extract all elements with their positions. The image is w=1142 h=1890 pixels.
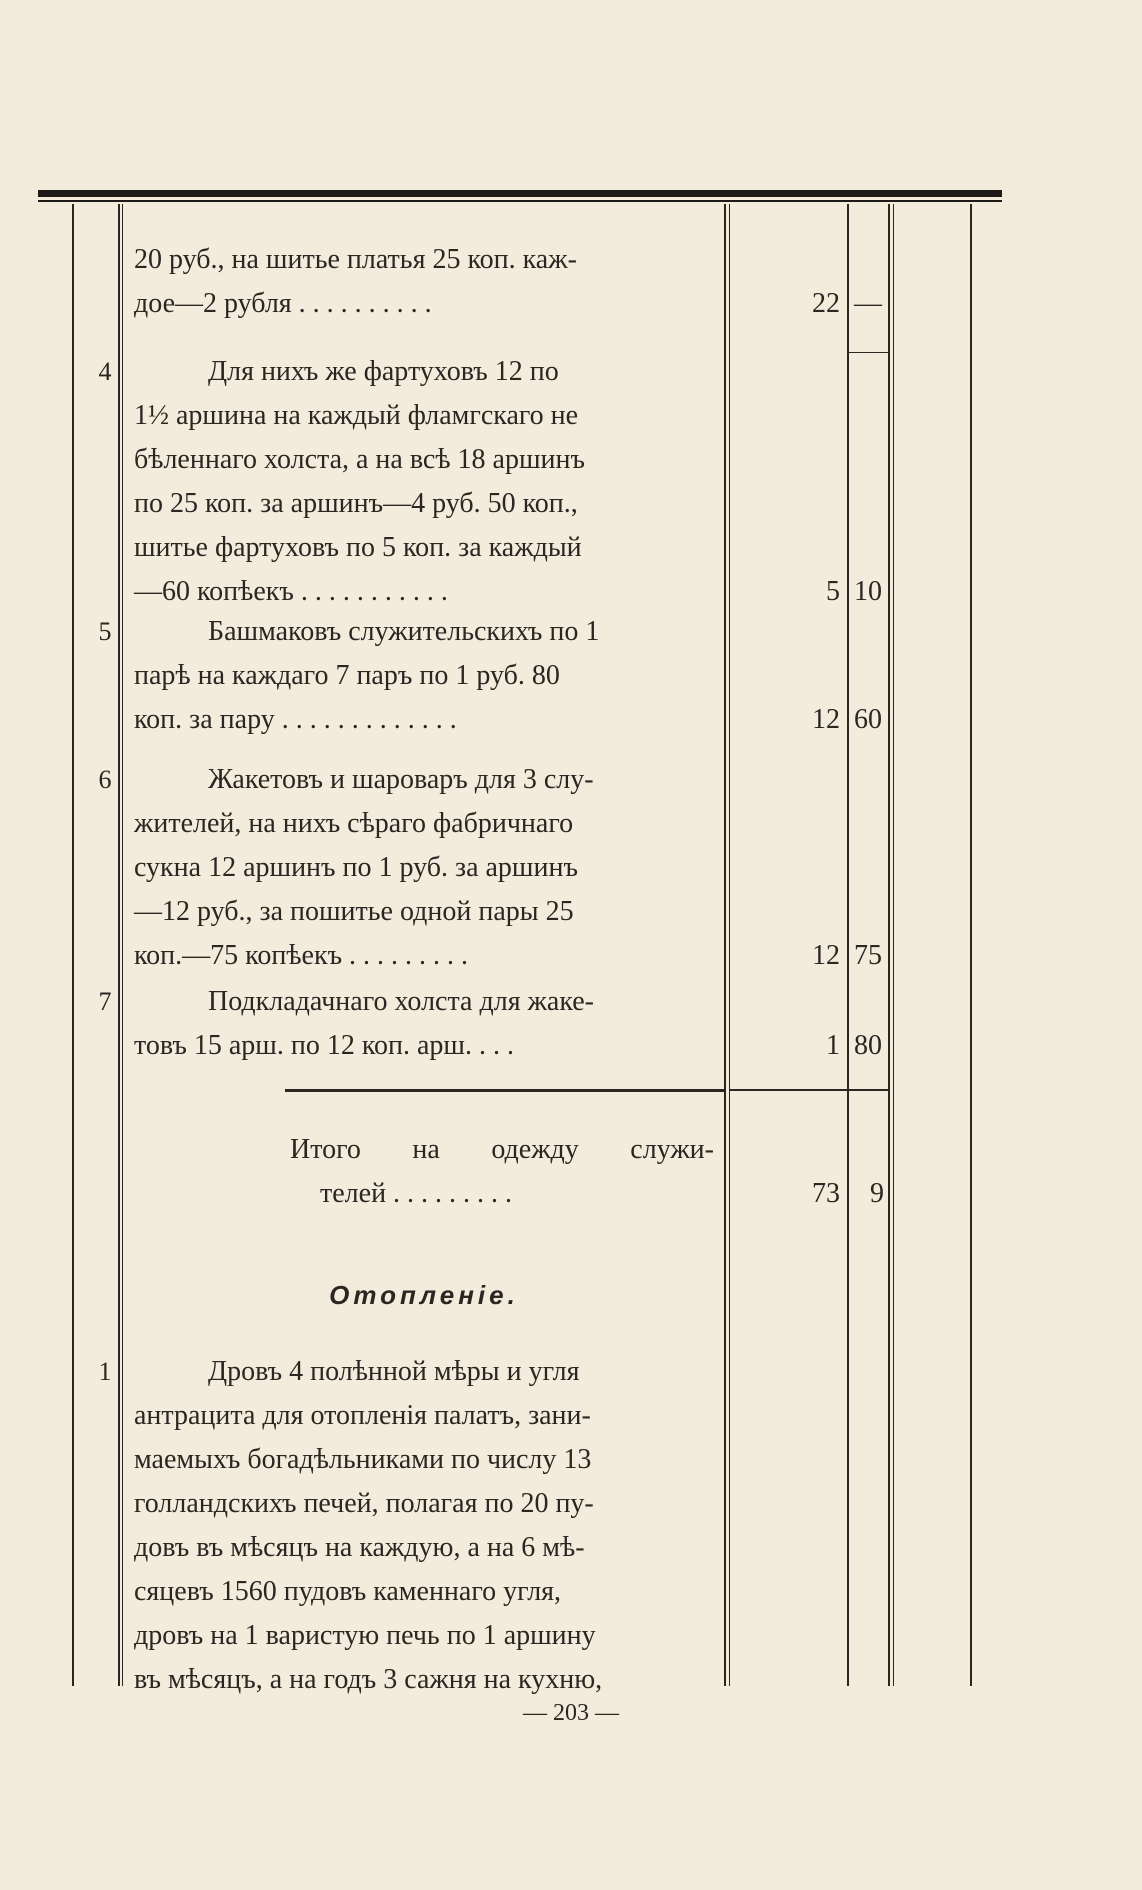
top-rule-thick	[38, 190, 1002, 197]
row-text-line: сукна 12 аршинъ по 1 руб. за аршинъ	[134, 852, 578, 883]
total-rubles: 73	[812, 1178, 840, 1209]
row-text-line: дровъ на 1 варистую печь по 1 аршину	[134, 1620, 596, 1651]
amount-rubles: 1	[826, 1030, 840, 1061]
section-heading: Отопленіе.	[329, 1280, 519, 1310]
row-text-line: шитье фартуховъ по 5 коп. за каждый	[134, 532, 582, 563]
row-text-line: 20 руб., на шитье платья 25 коп. каж-	[134, 244, 577, 275]
row-text	[134, 1350, 714, 1702]
amount-kopecks: 80	[854, 1030, 882, 1061]
row-number: 7	[98, 987, 112, 1016]
row-text-line: антрацита для отопленія палатъ, зани-	[134, 1400, 591, 1431]
row-number: 6	[98, 765, 112, 794]
row-text-line: Подкладачнаго холста для жаке-	[208, 986, 594, 1017]
total-text	[290, 1128, 714, 1216]
row-text-line: маемыхъ богадѣльниками по числу 13	[134, 1444, 592, 1475]
amount-rubles: 5	[826, 576, 840, 607]
total-separator-left	[285, 1089, 724, 1092]
amount-rubles: 12	[812, 704, 840, 735]
row-text-line: бѣленнаго холста, а на всѣ 18 аршинъ	[134, 444, 585, 475]
column-line-left-outer	[72, 204, 74, 1686]
row-text-line: —12 руб., за пошитье одной пары 25	[134, 896, 574, 927]
row-text-line: коп. за пару . . . . . . . . . . . . .	[134, 704, 457, 735]
row-number: 4	[98, 357, 112, 386]
total-kopecks: 9	[870, 1178, 884, 1209]
amount-kopecks: 75	[854, 940, 882, 971]
row-text-line: дое—2 рубля . . . . . . . . . .	[134, 288, 432, 319]
row-text	[134, 610, 714, 742]
row-text	[134, 758, 714, 978]
page-number: — 203 —	[523, 1700, 619, 1726]
separator-kop-1	[848, 352, 888, 353]
row-text-line: жителей, на нихъ сѣраго фабричнаго	[134, 808, 574, 839]
column-line-text-right-b	[729, 204, 730, 1686]
amount-rubles: 12	[812, 940, 840, 971]
row-number: 1	[98, 1357, 112, 1386]
row-text-line: Для нихъ же фартуховъ 12 по	[208, 356, 559, 387]
total-text-line: Итого на одежду служи-	[290, 1134, 714, 1165]
row-text-line: коп.—75 копѣекъ . . . . . . . . .	[134, 940, 469, 971]
top-rule-thin	[38, 200, 1002, 202]
column-line-number	[118, 204, 120, 1686]
amount-kopecks: 60	[854, 704, 882, 735]
row-text-line: голландскихъ печей, полагая по 20 пу-	[134, 1488, 594, 1519]
row-text-line: —60 копѣекъ . . . . . . . . . . .	[134, 576, 448, 607]
row-text-line: по 25 коп. за аршинъ—4 руб. 50 коп.,	[134, 488, 578, 519]
row-text-line: парѣ на каждаго 7 паръ по 1 руб. 80	[134, 660, 560, 691]
row-number: 5	[98, 617, 112, 646]
amount-rubles: 22	[812, 288, 840, 319]
row-text-line: сяцевъ 1560 пудовъ каменнаго угля,	[134, 1576, 562, 1607]
column-line-kop-right-b	[893, 204, 894, 1686]
total-separator-sum	[730, 1089, 890, 1091]
column-line-kop-right	[888, 204, 890, 1686]
row-text-line: Дровъ 4 полѣнной мѣры и угля	[208, 1356, 580, 1387]
row-text-line: Башмаковъ служительскихъ по 1	[208, 616, 600, 647]
row-text-line: товъ 15 арш. по 12 коп. арш. . . .	[134, 1030, 514, 1061]
amount-kopecks: 10	[854, 576, 882, 607]
row-text	[134, 238, 714, 326]
row-text-line: 1½ аршина на каждый фламгскаго не	[134, 400, 579, 431]
row-text	[134, 980, 714, 1068]
column-line-number-b	[122, 204, 123, 1686]
amount-kopecks: —	[854, 288, 882, 319]
row-text-line: въ мѣсяцъ, а на годъ 3 сажня на кухню,	[134, 1664, 603, 1695]
column-line-right-outer	[970, 204, 972, 1686]
total-text-line: телей . . . . . . . . .	[320, 1178, 513, 1209]
row-text	[134, 350, 714, 614]
row-text-line: довъ въ мѣсяцъ на каждую, а на 6 мѣ-	[134, 1532, 585, 1563]
row-text-line: Жакетовъ и шароваръ для 3 слу-	[208, 764, 594, 795]
column-line-text-right	[724, 204, 726, 1686]
